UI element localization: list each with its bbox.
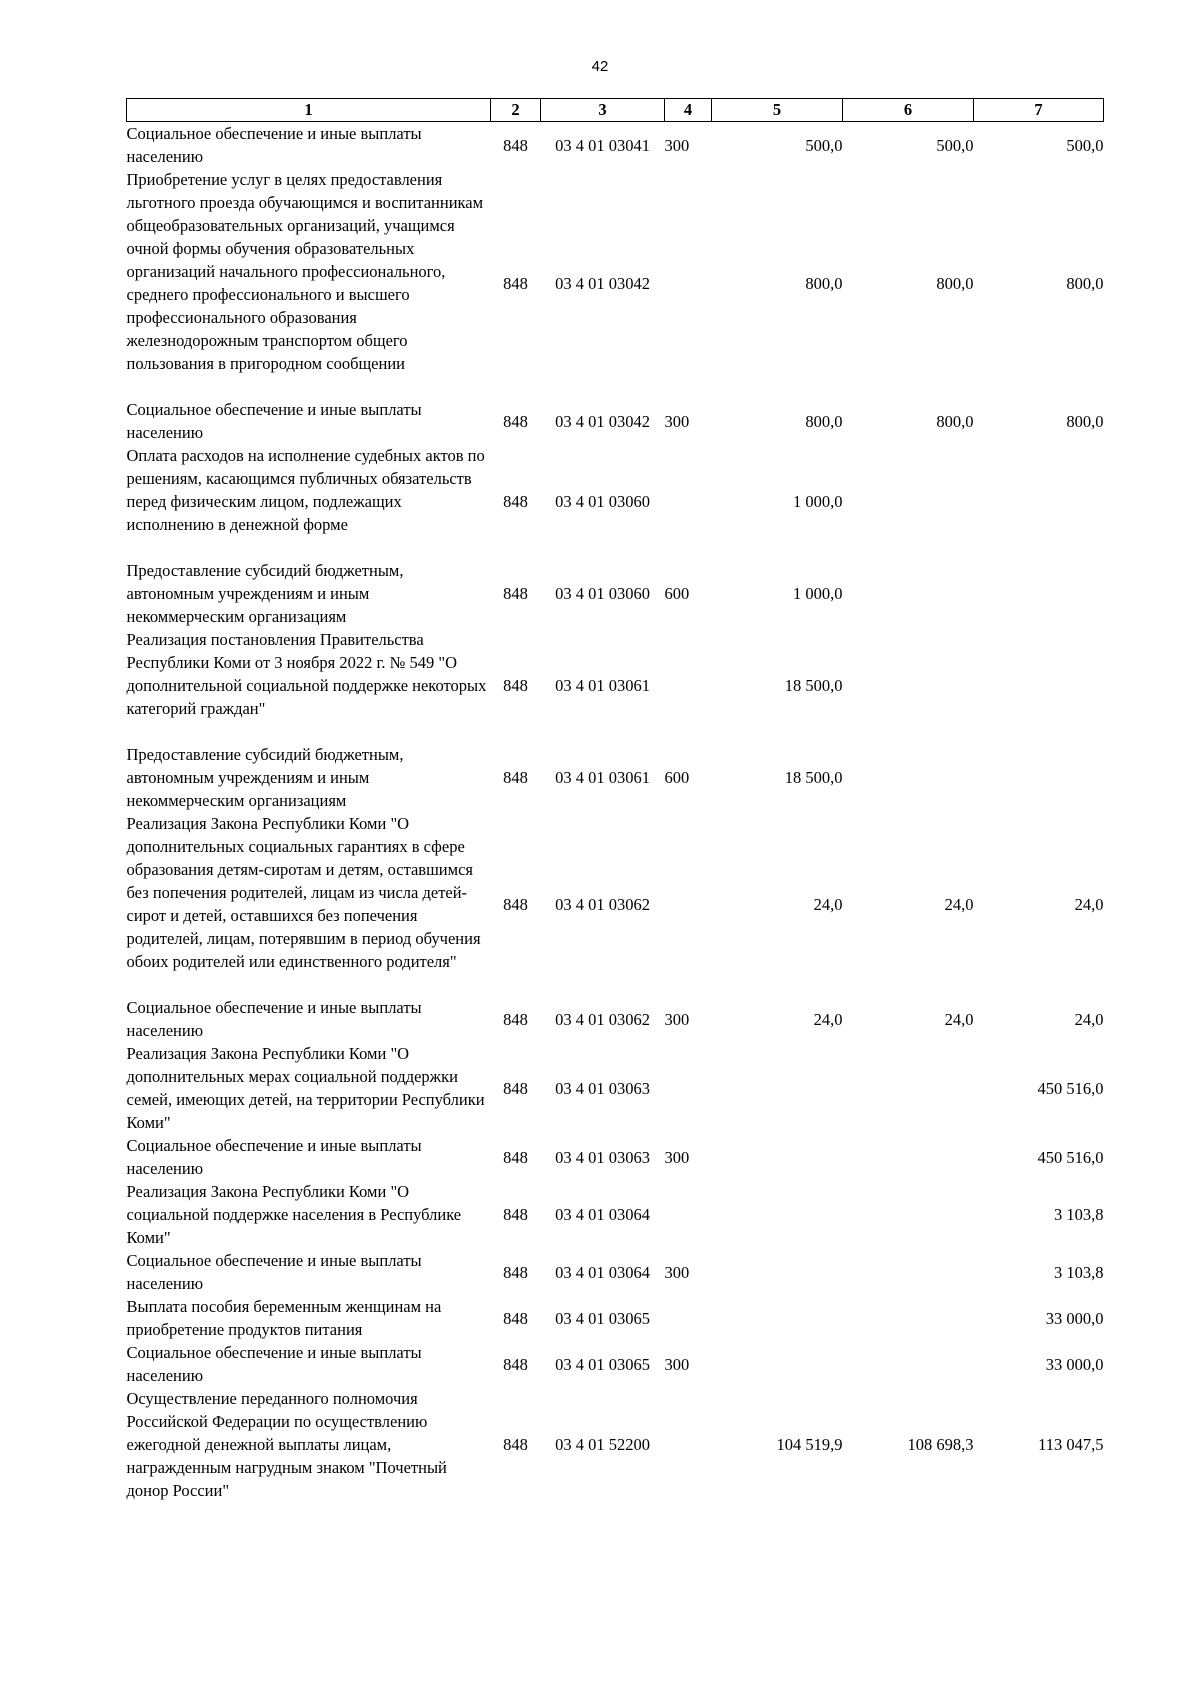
row-admin-code: 848 (503, 135, 528, 155)
table-row (127, 1180, 1104, 1249)
row-amount-year-3 (974, 444, 1104, 559)
row-admin-code: 848 (503, 1435, 528, 1454)
row-target-code: 03 4 01 03064 (555, 1262, 650, 1282)
table-row (127, 1387, 1104, 1502)
row-amount-year-3: 33 000,0 (1045, 1308, 1104, 1328)
table-row (127, 628, 1104, 743)
row-amount-year-2 (843, 1295, 974, 1341)
row-amount-year-2: 24,0 (944, 894, 974, 914)
row-name: Реализация Закона Республики Коми "О дополнительных социальных гарантиях в сфере образования детям-сиротам и детям, оставшимся без попечения родителей, лицам из числа детей-сирот и детей, оставшихся без попечения родителей, лицам, потерявшим в период обучения обоих родителей или единственного родителя" (126, 814, 481, 971)
row-amount-year-3: 3 103,8 (1054, 1205, 1104, 1224)
row-target-code: 03 4 01 03063 (555, 1147, 650, 1167)
row-expense-type (665, 168, 712, 398)
row-target-code: 03 4 01 03060 (555, 492, 650, 511)
row-amount-year-2 (843, 1249, 974, 1295)
table-row (127, 1341, 1104, 1387)
row-amount-year-1: 24,0 (813, 1009, 843, 1029)
row-name: Социальное обеспечение и иные выплаты населению (126, 1343, 422, 1385)
row-amount-year-1 (712, 1042, 843, 1134)
row-amount-year-1 (712, 1249, 843, 1295)
row-amount-year-1 (712, 1295, 843, 1341)
row-target-code: 03 4 01 03063 (555, 1078, 650, 1098)
row-admin-code: 848 (503, 1009, 528, 1029)
row-admin-code: 848 (503, 1262, 528, 1282)
row-amount-year-3: 450 516,0 (1037, 1078, 1104, 1098)
row-amount-year-1 (712, 1180, 843, 1249)
row-name: Осуществление переданного полномочия Российской Федерации по осуществлению ежегодной денежной выплаты лицам, награжденным нагрудным знаком "Почетный донор России" (126, 1389, 447, 1500)
row-target-code: 03 4 01 03042 (555, 411, 650, 431)
row-amount-year-1: 1 000,0 (793, 492, 843, 511)
table-row (127, 743, 1104, 812)
row-expense-type: 300 (664, 1147, 690, 1167)
row-expense-type (665, 1295, 712, 1341)
row-name: Выплата пособия беременным женщинам на приобретение продуктов питания (126, 1297, 442, 1339)
row-expense-type: 600 (664, 768, 690, 787)
row-expense-type (665, 444, 712, 559)
header-row (127, 99, 1104, 122)
row-admin-code: 848 (503, 1078, 528, 1098)
row-amount-year-3: 800,0 (1066, 273, 1104, 293)
column-header-5: 5 (712, 99, 843, 122)
column-header-6: 6 (843, 99, 974, 122)
row-amount-year-3: 113 047,5 (1038, 1435, 1104, 1454)
row-amount-year-1: 1 000,0 (793, 584, 843, 603)
row-amount-year-3: 450 516,0 (1037, 1147, 1104, 1167)
row-expense-type (665, 812, 712, 996)
row-amount-year-1 (712, 1134, 843, 1180)
column-header-1: 1 (127, 99, 491, 122)
row-expense-type: 300 (664, 1009, 690, 1029)
row-amount-year-1: 104 519,9 (776, 1435, 843, 1454)
row-name: Социальное обеспечение и иные выплаты населению (126, 1251, 422, 1293)
page-number: 42 (591, 58, 609, 75)
row-name: Реализация Закона Республики Коми "О дополнительных мерах социальной поддержки семей, имеющих детей, на территории Республики Коми" (126, 1044, 485, 1132)
row-amount-year-1: 800,0 (805, 273, 843, 293)
row-amount-year-3: 24,0 (1074, 1009, 1104, 1029)
table-row (127, 1249, 1104, 1295)
column-header-3: 3 (541, 99, 665, 122)
row-admin-code: 848 (503, 492, 528, 511)
row-admin-code: 848 (503, 676, 528, 695)
row-amount-year-1: 500,0 (805, 135, 843, 155)
row-amount-year-1: 18 500,0 (784, 768, 843, 787)
row-amount-year-2 (843, 1042, 974, 1134)
column-header-2: 2 (491, 99, 541, 122)
row-amount-year-3 (974, 628, 1104, 743)
row-target-code: 03 4 01 03062 (555, 894, 650, 914)
row-expense-type: 300 (664, 1354, 690, 1374)
row-admin-code: 848 (503, 768, 528, 787)
row-amount-year-3: 500,0 (1066, 135, 1104, 155)
row-target-code: 03 4 01 03065 (555, 1354, 650, 1374)
row-name: Оплата расходов на исполнение судебных актов по решениям, касающимся публичных обязательств перед физическим лицом, подлежащих исполнению в денежной форме (126, 446, 485, 534)
row-admin-code: 848 (503, 1147, 528, 1167)
row-admin-code: 848 (503, 1354, 528, 1374)
row-admin-code: 848 (503, 1308, 528, 1328)
table-row (127, 122, 1104, 169)
row-amount-year-2 (843, 559, 974, 628)
row-name: Социальное обеспечение и иные выплаты населению (126, 998, 422, 1040)
row-expense-type (665, 1387, 712, 1502)
row-admin-code: 848 (503, 1205, 528, 1224)
column-header-4: 4 (665, 99, 712, 122)
row-amount-year-3: 33 000,0 (1045, 1354, 1104, 1374)
row-expense-type (665, 1180, 712, 1249)
row-target-code: 03 4 01 03062 (555, 1009, 650, 1029)
row-admin-code: 848 (503, 894, 528, 914)
row-amount-year-3: 3 103,8 (1054, 1262, 1104, 1282)
row-amount-year-2 (843, 628, 974, 743)
table-row (127, 996, 1104, 1042)
row-name: Социальное обеспечение и иные выплаты населению (126, 1136, 422, 1178)
table-row (127, 168, 1104, 398)
budget-table (126, 98, 1104, 1502)
row-amount-year-2: 800,0 (936, 411, 974, 431)
row-amount-year-2 (843, 444, 974, 559)
row-admin-code: 848 (503, 584, 528, 603)
table-row (127, 559, 1104, 628)
row-amount-year-2 (843, 743, 974, 812)
table-row (127, 1134, 1104, 1180)
table-row (127, 398, 1104, 444)
row-expense-type: 300 (664, 411, 690, 431)
row-target-code: 03 4 01 03065 (555, 1308, 650, 1328)
row-name: Социальное обеспечение и иные выплаты населению (126, 124, 422, 166)
row-name: Предоставление субсидий бюджетным, автономным учреждениям и иным некоммерческим организациям (126, 745, 404, 810)
row-target-code: 03 4 01 03060 (555, 584, 650, 603)
row-amount-year-3 (974, 743, 1104, 812)
row-name: Реализация постановления Правительства Республики Коми от 3 ноября 2022 г. № 549 "О дополнительной социальной поддержке некоторых категорий граждан" (126, 630, 487, 718)
row-name: Приобретение услуг в целях предоставления льготного проезда обучающимся и воспитанникам общеобразовательных организаций, учащимся очной формы обучения образовательных организаций начального профессионального, среднего профессионального и высшего профессионального образования железнодорожным транспортом общего пользования в пригородном сообщении (126, 170, 484, 373)
row-amount-year-1: 24,0 (813, 894, 843, 914)
column-header-7: 7 (974, 99, 1104, 122)
row-amount-year-2: 24,0 (944, 1009, 974, 1029)
row-expense-type: 300 (664, 1262, 690, 1282)
row-amount-year-3: 24,0 (1074, 894, 1104, 914)
row-name: Предоставление субсидий бюджетным, автономным учреждениям и иным некоммерческим организациям (126, 561, 404, 626)
row-expense-type (665, 628, 712, 743)
row-amount-year-1: 800,0 (805, 411, 843, 431)
row-amount-year-2 (843, 1134, 974, 1180)
row-amount-year-1: 18 500,0 (784, 676, 843, 695)
table-row (127, 1295, 1104, 1341)
row-expense-type: 300 (664, 135, 690, 155)
row-expense-type: 600 (664, 584, 690, 603)
row-target-code: 03 4 01 52200 (555, 1435, 650, 1454)
row-name: Социальное обеспечение и иные выплаты населению (126, 400, 422, 442)
table-row (127, 812, 1104, 996)
row-amount-year-2: 108 698,3 (907, 1435, 974, 1454)
row-target-code: 03 4 01 03042 (555, 273, 650, 293)
row-admin-code: 848 (503, 273, 528, 293)
row-amount-year-1 (712, 1341, 843, 1387)
row-amount-year-3: 800,0 (1066, 411, 1104, 431)
row-target-code: 03 4 01 03041 (555, 135, 650, 155)
row-amount-year-3 (974, 559, 1104, 628)
row-target-code: 03 4 01 03064 (555, 1205, 650, 1224)
table-body (127, 122, 1104, 1503)
row-expense-type (665, 1042, 712, 1134)
row-amount-year-2: 800,0 (936, 273, 974, 293)
row-amount-year-2: 500,0 (936, 135, 974, 155)
table-row (127, 444, 1104, 559)
row-amount-year-2 (843, 1341, 974, 1387)
row-admin-code: 848 (503, 411, 528, 431)
table-row (127, 1042, 1104, 1134)
row-name: Реализация Закона Республики Коми "О социальной поддержке населения в Республике Коми" (126, 1182, 462, 1247)
row-target-code: 03 4 01 03061 (555, 676, 650, 695)
row-target-code: 03 4 01 03061 (555, 768, 650, 787)
row-amount-year-2 (843, 1180, 974, 1249)
